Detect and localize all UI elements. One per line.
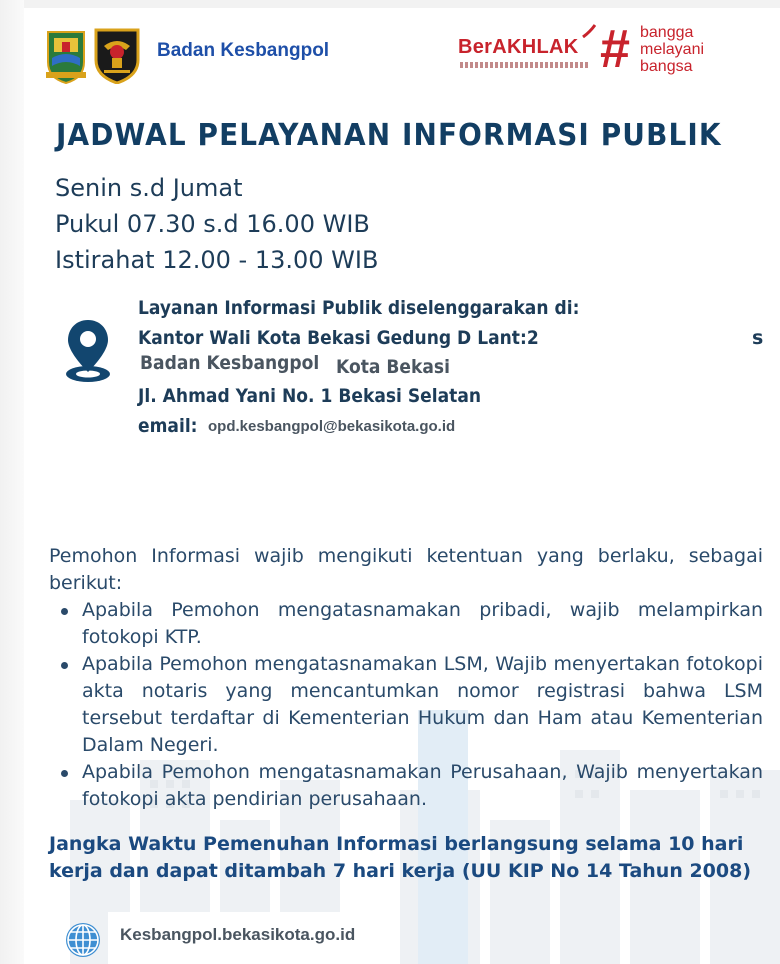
requirement-item: Apabila Pemohon mengatasnamakan pribadi, wajib melampirkan fotokopi KTP.: [55, 597, 763, 651]
tagline-line-1: bangga: [640, 24, 694, 41]
berakhlak-subtitle-line: [460, 62, 588, 68]
location-address: Jl. Ahmad Yani No. 1 Bekasi Selatan: [138, 385, 482, 407]
tagline: [640, 24, 704, 75]
header-org-name: Badan Kesbangpol: [157, 40, 330, 61]
page-title: JADWAL PELAYANAN INFORMASI PUBLIK: [56, 118, 722, 153]
requirement-item: Apabila Pemohon mengatasnamakan Perusahaan, Wajib menyertakan fotokopi akta pendirian perusahaan.: [55, 759, 763, 813]
footer-website-link[interactable]: Kesbangpol.bekasikota.go.id: [120, 925, 356, 944]
schedule-break: Istirahat 12.00 - 13.00 WIB: [55, 246, 379, 274]
location-unit: Badan Kesbangpol: [140, 352, 320, 374]
location-building: Kantor Wali Kota Bekasi Gedung D Lant:2: [138, 327, 539, 349]
requirements-list: [55, 597, 763, 813]
email-label: email:: [138, 415, 198, 437]
location-city: Kota Bekasi: [336, 356, 450, 378]
location-intro: Layanan Informasi Publik diselenggarakan di:: [138, 297, 580, 319]
bangga-melayani-hash-logo: #: [600, 19, 631, 79]
tagline-line-3: bangsa: [640, 58, 693, 75]
requirements-intro: Pemohon Informasi wajib mengikuti ketentuan yang berlaku, sebagai berikut:: [49, 545, 763, 594]
requirement-item: Apabila Pemohon mengatasnamakan LSM, Wajib menyertakan fotokopi akta notaris yang mencantumkan nomor registrasi bahwa LSM tersebut terdaftar di Kementerian Hukum dan Ham atau Kementerian Dalam Negeri.: [55, 651, 763, 759]
berakhlak-logo-text: BerAKHLAK: [458, 36, 579, 58]
frame-top-border: [0, 0, 780, 8]
email-address[interactable]: opd.kesbangpol@bekasikota.go.id: [208, 418, 456, 435]
location-pin-icon: [63, 318, 113, 384]
bekasi-city-emblem-logo: [44, 28, 88, 84]
schedule-hours: Pukul 07.30 s.d 16.00 WIB: [55, 210, 370, 238]
berakhlak-swoosh-icon: [582, 24, 596, 38]
location-building-tail: s: [752, 327, 764, 349]
fulfillment-deadline-note: Jangka Waktu Pemenuhan Informasi berlangsung selama 10 hari kerja dan dapat ditambah 7 hari kerja (UU KIP No 14 Tahun 2008): [49, 833, 752, 882]
schedule-days: Senin s.d Jumat: [55, 174, 243, 202]
globe-icon: [64, 921, 102, 959]
kesbangpol-garuda-emblem-logo: [92, 26, 142, 84]
redaction-patch: [548, 322, 758, 352]
tagline-line-2: melayani: [640, 41, 705, 58]
